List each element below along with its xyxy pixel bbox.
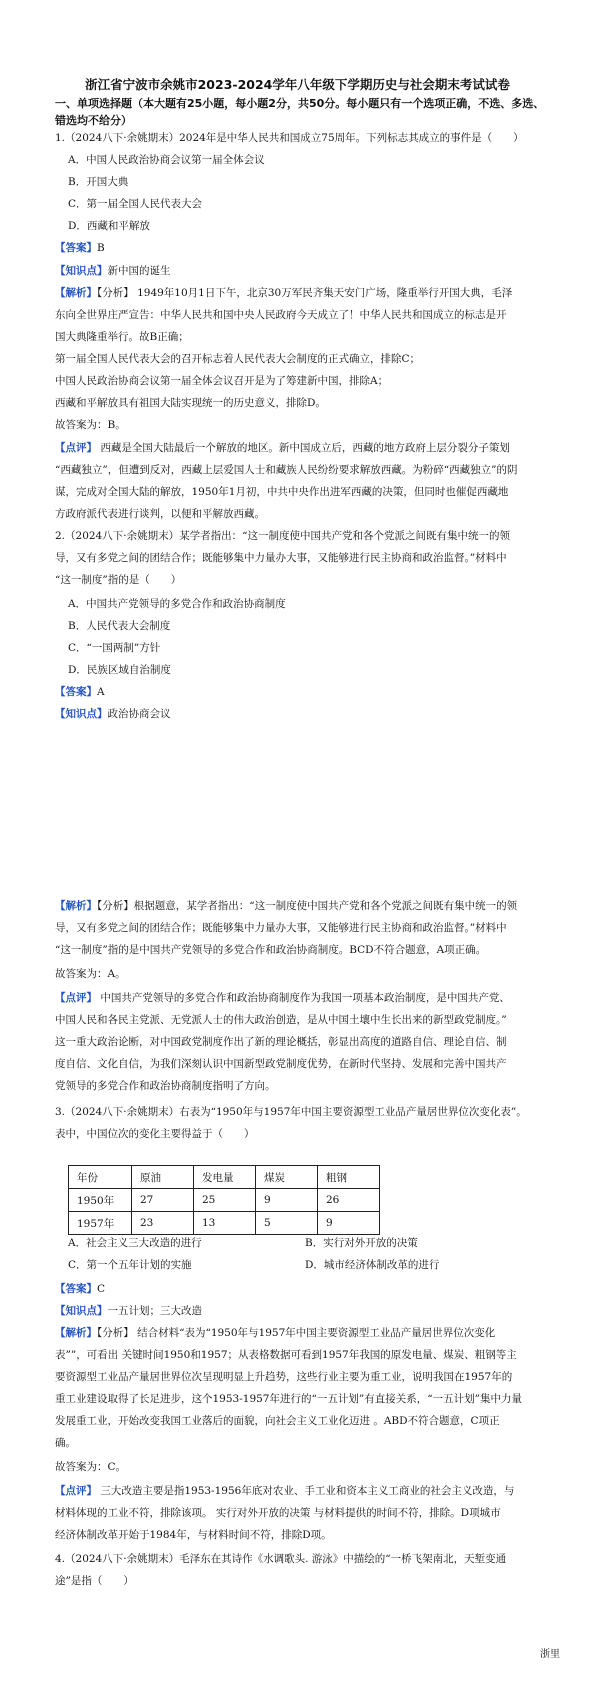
answer-tag: 【答案】 <box>55 242 97 254</box>
analysis-text: 故答案为：A。 <box>55 968 126 980</box>
option: C．第一届全国人民代表大会 <box>68 198 203 210</box>
question-stem: 表中，中国位次的变化主要得益于（ ） <box>55 1128 255 1140</box>
option: A．中国人民政治协商会议第一届全体会议 <box>68 154 265 166</box>
analysis-text: 中国人民政治协商会议第一届全体会议召开是为了筹建新中国，排除A； <box>55 375 389 387</box>
table-cell: 1957年 <box>69 1212 132 1235</box>
analysis-line <box>55 898 517 914</box>
comment-text: 中国共产党领导的多党合作和政治协商制度作为我国一项基本政治制度，是中国共产党、 <box>97 992 510 1004</box>
option: D．城市经济体制改革的进行 <box>305 1259 440 1271</box>
analysis-text: 故答案为：C。 <box>55 1461 127 1473</box>
comment-line <box>55 990 510 1006</box>
table-row <box>69 1189 380 1212</box>
knowledge-line <box>55 263 171 279</box>
knowledge-value: 政治协商会议 <box>107 708 171 720</box>
answer-tag: 【答案】 <box>55 1283 97 1295</box>
comment-text: 这一重大政治论断，对中国政党制度作出了新的理论概括，彰显出高度的道路自信、理论自信、制 <box>55 1036 507 1048</box>
analysis-text: 发展重工业，开始改变我国工业落后的面貌，向社会主义工业化迈进 。ABD不符合题意，C项正 <box>55 1415 500 1427</box>
analysis-text: “这一制度”指的是中国共产党领导的多党合作和政治协商制度。BCD不符合题意，A项正确。 <box>55 944 487 956</box>
comment-line <box>55 440 510 456</box>
table-header-cell: 年份 <box>69 1166 132 1189</box>
option: A．中国共产党领导的多党合作和政治协商制度 <box>68 598 286 610</box>
comment-text: 中国人民和各民主党派、无党派人士的伟大政治创造，是从中国土壤中生长出来的新型政党制度。” <box>55 1014 507 1026</box>
analysis-line <box>55 1325 495 1341</box>
option: A．社会主义三大改造的进行 <box>68 1237 202 1249</box>
analysis-text: 导，又有多党之间的团结合作；既能够集中力量办大事，又能够进行民主协商和政治监督。”材料中 <box>55 922 507 934</box>
comment-text: 党领导的多党合作和政治协商制度指明了方向。 <box>55 1080 276 1092</box>
analysis-tag: 【解析】 <box>55 1327 97 1339</box>
table-cell: 25 <box>194 1189 256 1212</box>
table-cell: 1950年 <box>69 1189 132 1212</box>
knowledge-line <box>55 1303 202 1319</box>
table-row <box>69 1212 380 1235</box>
comment-text: 三大改造主要是指1953-1956年底对农业、手工业和资本主义工商业的社会主义改造，与 <box>97 1485 515 1497</box>
question-stem: 导，又有多党之间的团结合作；既能够集中力量办大事，又能够进行民主协商和政治监督。”材料中 <box>55 552 507 564</box>
option: D．西藏和平解放 <box>68 220 150 232</box>
option: B．人民代表大会制度 <box>68 620 171 632</box>
data-table <box>68 1165 380 1235</box>
page-title: 浙江省宁波市余姚市2023-2024学年八年级下学期历史与社会期末考试试卷 <box>85 77 510 92</box>
answer-value: A <box>97 686 105 698</box>
answer-line <box>55 1281 105 1297</box>
table-cell: 27 <box>132 1189 194 1212</box>
table-header-cell: 煤炭 <box>256 1166 318 1189</box>
analysis-text: 【分析】 1949年10月1日下午，北京30万军民齐集天安门广场，隆重举行开国大典，毛泽 <box>97 287 513 299</box>
answer-tag: 【答案】 <box>55 686 97 698</box>
question-stem: 1.（2024八下·余姚期末）2024年是中华人民共和国成立75周年。下列标志其成立的事件是（ ） <box>55 132 524 144</box>
option: C．“一国两制”方针 <box>68 642 161 654</box>
comment-tag: 【点评】 <box>55 442 97 454</box>
table-cell: 9 <box>318 1212 380 1235</box>
table-cell: 23 <box>132 1212 194 1235</box>
section-heading: 一、单项选择题（本大题有25小题，每小题2分，共50分。每小题只有一个选项正确，不选、多选、错选均不给分） <box>55 97 545 127</box>
analysis-text: 故答案为：B。 <box>55 419 126 431</box>
analysis-tag: 【解析】 <box>55 287 97 299</box>
table-header-cell: 原油 <box>132 1166 194 1189</box>
analysis-text: 要资源型工业品产量居世界位次呈现明显上升趋势，这些行业主要为重工业，说明我国在1957年的 <box>55 1371 513 1383</box>
analysis-text: 表””，可看出 关键时间1950和1957；从表格数据可看到1957年我国的原发电量、煤炭、粗钢等主 <box>55 1349 517 1361</box>
comment-line <box>55 1483 514 1499</box>
comment-text: 谋，完成对全国大陆的解放，1950年1月初，中共中央作出进军西藏的决策，但同时也催促西藏地 <box>55 486 509 498</box>
question-stem: 2.（2024八下·余姚期末）某学者指出：“这一制度使中国共产党和各个党派之间既有集中统一的领 <box>55 530 510 542</box>
analysis-text: 西藏和平解放具有祖国大陆实现统一的历史意义，排除D。 <box>55 397 326 409</box>
comment-text: 西藏是全国大陆最后一个解放的地区。新中国成立后，西藏的地方政府上层分裂分子策划 <box>97 442 510 454</box>
analysis-text: 第一届全国人民代表大会的召开标志着人民代表大会制度的正式确立，排除C； <box>55 353 421 365</box>
question-stem: 4.（2024八下·余姚期末）毛泽东在其诗作《水调歌头. 游泳》中描绘的“一桥飞架南北，天堑变通 <box>55 1553 507 1565</box>
comment-tag: 【点评】 <box>55 1485 97 1497</box>
analysis-text: 确。 <box>55 1437 76 1449</box>
analysis-text: 重工业建设取得了长足进步，这个1953-1957年进行的“一五计划”有直接关系，“一五计划”集中力量 <box>55 1393 522 1405</box>
table-header-cell: 粗钢 <box>318 1166 380 1189</box>
page-footer: 浙里 <box>540 1649 560 1660</box>
knowledge-value: 一五计划；三大改造 <box>107 1305 202 1317</box>
comment-tag: 【点评】 <box>55 992 97 1004</box>
question-stem: “这一制度”指的是（ ） <box>55 574 182 586</box>
table-header-cell: 发电量 <box>194 1166 256 1189</box>
answer-value: B <box>97 242 105 254</box>
question-stem: 3.（2024八下·余姚期末）右表为“1950年与1957年中国主要资源型工业品产量居世界位次变化表”。 <box>55 1106 527 1118</box>
comment-text: 经济体制改革开始于1984年，与材料时间不符，排除D项。 <box>55 1529 332 1541</box>
table-cell: 9 <box>256 1189 318 1212</box>
option: B．实行对外开放的决策 <box>305 1237 418 1249</box>
answer-line <box>55 240 105 256</box>
knowledge-value: 新中国的诞生 <box>107 265 171 277</box>
analysis-line <box>55 285 512 301</box>
option: C．第一个五年计划的实施 <box>68 1259 192 1271</box>
analysis-text: 国大典隆重举行。故B正确； <box>55 331 189 343</box>
option: B．开国大典 <box>68 176 129 188</box>
answer-value: C <box>97 1283 106 1295</box>
analysis-text: 东向全世界庄严宣告：中华人民共和国中央人民政府今天成立了！中华人民共和国成立的标志是开 <box>55 309 507 321</box>
table-cell: 13 <box>194 1212 256 1235</box>
question-stem: 途”是指（ ） <box>55 1575 134 1587</box>
analysis-tag: 【解析】 <box>55 900 97 912</box>
table-header-row <box>69 1166 380 1189</box>
comment-text: “西藏独立”，但遭到反对，西藏上层爱国人士和藏族人民纷纷要求解放西藏。为粉碎“西藏独立”的阴 <box>55 464 518 476</box>
knowledge-tag: 【知识点】 <box>55 708 108 720</box>
answer-line <box>55 684 105 700</box>
comment-text: 度自信、文化自信，为我们深刻认识中国新型政党制度优势，在新时代坚持、发展和完善中国共产 <box>55 1058 507 1070</box>
knowledge-line <box>55 706 171 722</box>
knowledge-tag: 【知识点】 <box>55 1305 108 1317</box>
option: D．民族区域自治制度 <box>68 664 171 676</box>
analysis-text: 【分析】根据题意，某学者指出：“这一制度使中国共产党和各个党派之间既有集中统一的领 <box>97 900 518 912</box>
knowledge-tag: 【知识点】 <box>55 265 108 277</box>
analysis-text: 【分析】 结合材料“表为“1950年与1957年中国主要资源型工业品产量居世界位次变化 <box>97 1327 496 1339</box>
comment-text: 材料体现的工业不符，排除该项。 实行对外开放的决策 与材料提供的时间不符，排除。D项城市 <box>55 1507 501 1519</box>
table-cell: 5 <box>256 1212 318 1235</box>
comment-text: 方政府派代表进行谈判，以便和平解放西藏。 <box>55 508 265 520</box>
table-cell: 26 <box>318 1189 380 1212</box>
